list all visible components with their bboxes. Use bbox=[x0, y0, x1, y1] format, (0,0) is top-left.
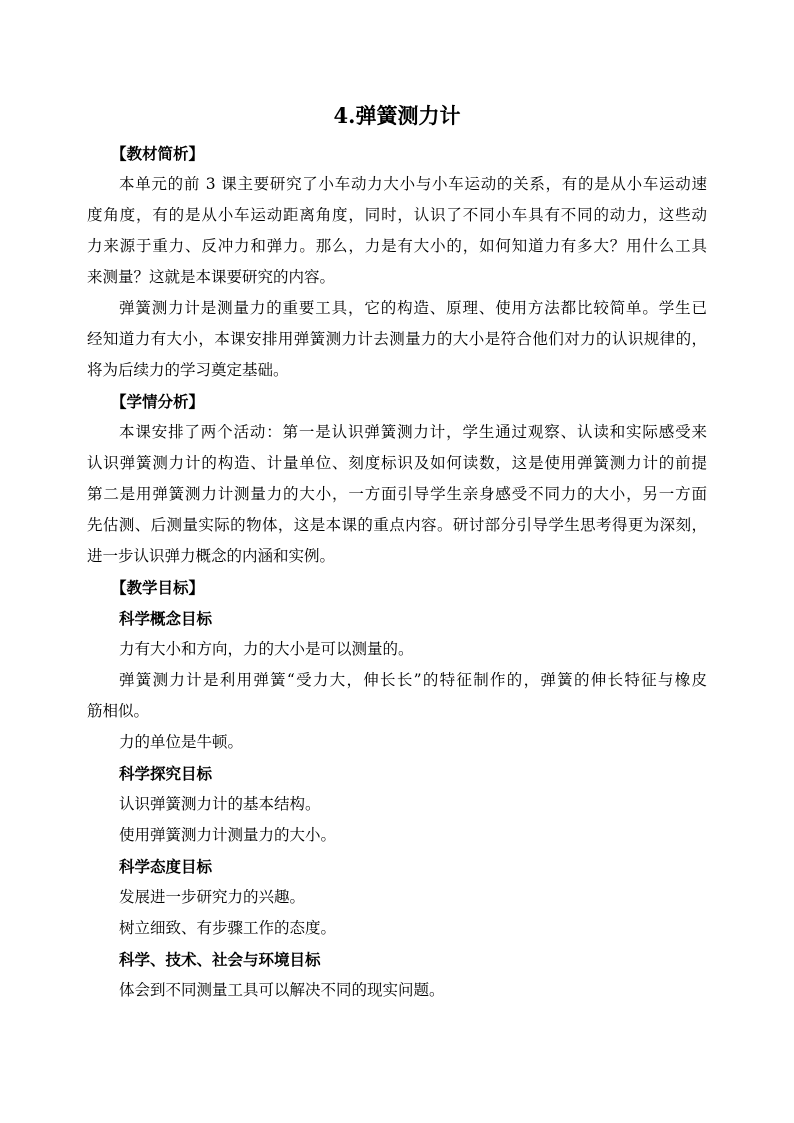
subheading-science-attitude: 科学态度目标 bbox=[119, 857, 213, 876]
paragraph-line: 本单元的前 3 课主要研究了小车动力大小与小车运动的关系，有的是从小车运动速 bbox=[119, 175, 707, 193]
paragraph-line: 弹簧测力计是利用弹簧“受力大，伸长长”的特征制作的，弹簧的伸长特征与橡皮 bbox=[119, 671, 707, 689]
paragraph-line: 树立细致、有步骤工作的态度。 bbox=[119, 919, 337, 937]
subheading-science-inquiry: 科学探究目标 bbox=[119, 764, 213, 783]
paragraph-line: 本课安排了两个活动：第一是认识弹簧测力计，学生通过观察、认读和实际感受来 bbox=[119, 423, 707, 441]
paragraph-line: 使用弹簧测力计测量力的大小。 bbox=[119, 826, 337, 844]
section-heading-learner-analysis: 【学情分析】 bbox=[111, 392, 205, 411]
paragraph-line: 认识弹簧测力计的基本结构。 bbox=[119, 795, 321, 813]
subheading-science-concept: 科学概念目标 bbox=[119, 609, 213, 628]
paragraph-line: 力有大小和方向，力的大小是可以测量的。 bbox=[119, 640, 414, 658]
paragraph-line: 第二是用弹簧测力计测量力的大小，一方面引导学生亲身感受不同力的大小，另一方面 bbox=[87, 485, 707, 503]
paragraph bbox=[87, 169, 707, 293]
document-body bbox=[87, 138, 707, 1006]
section-heading-textbook-analysis: 【教材简析】 bbox=[111, 144, 205, 163]
paragraph-line: 力的单位是牛顿。 bbox=[119, 733, 244, 751]
paragraph-line: 筋相似。 bbox=[87, 702, 150, 720]
subheading-stse: 科学、技术、社会与环境目标 bbox=[119, 950, 321, 969]
paragraph-line: 度角度，有的是从小车运动距离角度，同时，认识了不同小车具有不同的动力，这些动 bbox=[87, 206, 707, 224]
paragraph-line: 力来源于重力、反冲力和弹力。那么，力是有大小的，如何知道力有多大？用什么工具 bbox=[87, 237, 707, 255]
paragraph-line: 认识弹簧测力计的构造、计量单位、刻度标识及如何读数，这是使用弹簧测力计的前提 bbox=[87, 454, 707, 472]
paragraph-line: 弹簧测力计是测量力的重要工具，它的构造、原理、使用方法都比较简单。学生已 bbox=[119, 299, 707, 317]
paragraph-line: 发展进一步研究力的兴趣。 bbox=[119, 888, 306, 906]
paragraph-line: 将为后续力的学习奠定基础。 bbox=[87, 361, 289, 379]
section-heading-teaching-objectives: 【教学目标】 bbox=[111, 578, 205, 597]
paragraph bbox=[87, 417, 707, 572]
paragraph-line: 先估测、后测量实际的物体，这是本课的重点内容。研讨部分引导学生思考得更为深刻， bbox=[87, 516, 707, 534]
paragraph-line: 进一步认识弹力概念的内涵和实例。 bbox=[87, 547, 336, 565]
paragraph-line: 体会到不同测量工具可以解决不同的现实问题。 bbox=[119, 981, 445, 999]
paragraph-line: 来测量？这就是本课要研究的内容。 bbox=[87, 268, 336, 286]
paragraph-line: 经知道力有大小，本课安排用弹簧测力计去测量力的大小是符合他们对力的认识规律的， bbox=[87, 330, 707, 348]
paragraph bbox=[87, 293, 707, 386]
document-title: 4.弹簧测力计 bbox=[333, 103, 461, 128]
